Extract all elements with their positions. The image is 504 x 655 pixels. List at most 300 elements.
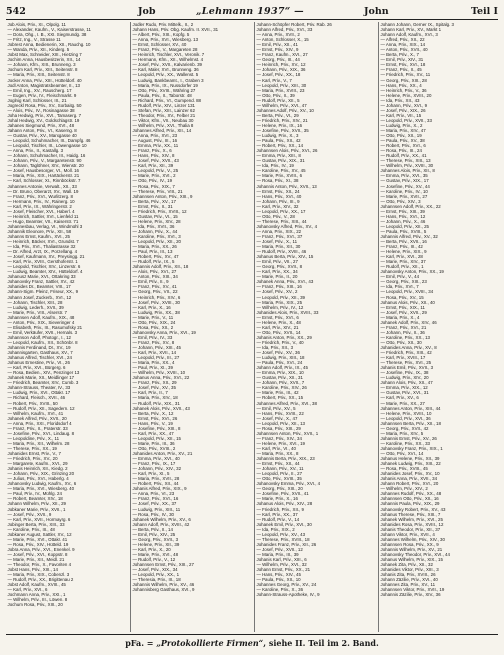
page-footer: pFa. = „Protokollierte Firmen“, siehe II. Teil im 2. Band. <box>125 638 379 648</box>
directory-entry: Johanek Emil, Priv., XVI., 30 <box>256 521 312 527</box>
directory-entry: Johannsen Ernst, Priv., XIII., 27 <box>132 562 194 568</box>
directory-entry: — Rosa, Priv., XV., 15 <box>380 294 424 300</box>
directory-entry: — Heinrich, Priv., XIV., 6 <box>132 294 181 300</box>
part-label: Teil I <box>471 6 498 17</box>
directory-entry: — Franz, Kaufm., XVI., 27 <box>256 52 308 58</box>
directory-entry: — Wilhelm, Priv., XIV., 2 <box>380 486 428 492</box>
directory-entry: — Friedrich, Priv., XV., 20 <box>7 456 58 462</box>
directory-entry: — Marie, Priv., XX., 27 <box>380 400 425 406</box>
directory-entry: — Ludwig, Bankbeamt., I., Graben 3 <box>132 77 204 83</box>
directory-entry: — Leopold, Priv., XII., 13 <box>256 420 305 426</box>
directory-entry: — Friedrich, Priv., XIV., 21 <box>256 117 308 123</box>
directory-entry: Johanek Adolf, Priv., XIV., 46 <box>380 319 437 325</box>
directory-entry: — Heinrich, Sattler, XVI., Lienfeld 11 <box>7 213 79 219</box>
directory-entry: Johanovsky Robert, Priv., XV., 43 <box>380 506 446 512</box>
directory-entry: Johanovsky Anna, Priv., XVI., 19 <box>132 329 196 335</box>
directory-entry: — Ernst, Priv., II., 31 <box>132 203 173 209</box>
directory-entry: Johannsen Otto, Priv., XII., 16 <box>380 496 439 502</box>
directory-entry: — Anna, Priv., XIX., 22 <box>256 228 302 234</box>
directory-entry: — Rosa, Priv., III., 24 <box>380 148 422 154</box>
directory-entry: — Otto, Priv., XII., 19 <box>380 133 422 139</box>
directory-entry: Johanek Alois, Priv., XVII., 43 <box>132 405 190 411</box>
column-4 <box>378 22 499 632</box>
directory-entry: — Rudolf, Priv., V., 14 <box>256 516 300 522</box>
directory-entry: Johannsen Berta, Priv., XII., 18 <box>380 420 441 426</box>
directory-entry: Johanovsky Theodor, Priv., XVI., 44 <box>380 551 450 557</box>
directory-entry: — Rosa, Priv., IV., 30 <box>132 511 174 517</box>
directory-entry: Johannes Alfred, Priv., XII., 14 <box>132 127 192 133</box>
directory-entry: Johanus Alois, Priv., XII., 40 <box>380 299 435 305</box>
directory-entry: — Leopold, Priv., XX., 1 <box>132 572 180 578</box>
page-number: 542 <box>6 6 26 17</box>
directory-entry: — Gustav, Priv., XIX., 31 <box>256 158 305 164</box>
directory-entry: Johanns Ernst, Kaufm., XVI., 25 <box>7 233 70 239</box>
directory-entry: — Wilhelm, Priv., XVIII., 30 <box>380 163 434 169</box>
directory-entry: — Heinrich, Priv., V., 36 <box>380 87 427 93</box>
directory-entry: Johanus Ernestine, Priv., VI., 26 <box>7 360 70 366</box>
directory-entry: — Franz, Priv., IX., 17 <box>132 461 176 467</box>
directory-entry: Jahanes Siegmund, Priv., XVI., 48 <box>7 122 75 128</box>
directory-entry: — Emil, Priv., XII., 41 <box>256 42 298 48</box>
directory-entry: — Helene, Priv., XVI., 19 <box>256 440 305 446</box>
directory-entry: — Ludwig, Beamter, XIV., Hütteldorf. 4 <box>7 269 83 275</box>
directory-entry: — Maria, Priv., IX., Nussdorfer 19 <box>132 82 198 88</box>
directory-entry: — Leopold, Schuhmacher, III., Dampfg. 46 <box>7 138 91 144</box>
directory-entry: — Rudolf, Priv., XII., Sagedern. 12 <box>7 405 75 411</box>
directory-entry: — Hans, Priv., XVIII., 22 <box>256 410 304 416</box>
directory-entry: — Gustav, Priv., XV., Marxgasse 40 <box>7 133 77 139</box>
directory-entry: — Otto, Priv., XII., 30 <box>380 339 422 345</box>
directory-entry: — Berta, Priv., II., 14 <box>132 526 173 532</box>
directory-entry: — Karl, Priv., V., 7 <box>256 77 292 83</box>
directory-entry: — Josef, Priv., XVII., 9 <box>7 511 52 517</box>
directory-entry: — Marie, Priv., X., 16 <box>256 496 298 502</box>
directory-entry: — Hans, Priv., XVI., 12 <box>380 213 426 219</box>
directory-entry: — Robert, Beamter, XIV., 18 <box>7 496 63 502</box>
directory-entry: Johannes Rudolf, Priv., XX., 48 <box>380 491 442 497</box>
directory-entry: — Karoline, Priv., XIV., 26 <box>256 385 307 391</box>
directory-entry: Johanus Therese, Priv., XIII., 7 <box>380 511 441 517</box>
directory-entry: — Heinrich, Bäcker, XVI., Grundst. 7 <box>7 239 79 245</box>
directory-entry: — Josef, Priv., XV., 2 <box>256 289 298 295</box>
directory-entry: Johanovsky Franz, Sattler, XV., 42 <box>7 279 75 285</box>
directory-entry: — Ernst, Priv., XVI., 26 <box>132 415 178 421</box>
directory-entry: — Karl, Priv., X., 16 <box>132 304 171 310</box>
directory-entry: — Anna, Priv., XVI., Wiesberg. 13 <box>132 37 199 43</box>
directory-entry: — Elisabeth, Priv., III., Rasumofsky 21 <box>7 324 83 330</box>
directory-entry: Johanides Anna, Priv., XV., 8 <box>380 345 437 350</box>
directory-entry: — Johann, Priv., XIII., 45 <box>132 345 181 350</box>
directory-entry: — Heinrich, Tischler, XVI., Veronik. 7 <box>132 52 205 58</box>
directory-entry: — Johann, Priv., XIX., 36 <box>256 67 306 73</box>
directory-entry: Joha Hedwig, Priv., XVI., Tamaserg. 7 <box>7 112 82 118</box>
directory-entry: Johann-Sigm. Pleinz, Friseur, XX., 9 <box>7 289 79 295</box>
directory-entry: — Wilhelm, Priv., XVIII., 10 <box>132 370 186 376</box>
directory-entry: — Otto, Priv., IV., 19 <box>132 178 173 184</box>
directory-entry: — Rudolf, Priv., XII., 5 <box>256 97 300 103</box>
directory-entry: — Gustav, Priv., XIX., 17 <box>380 178 429 184</box>
directory-entry: — Marie, Priv., XIV., 37 <box>380 259 426 265</box>
directory-entry: — Rudolf, Priv., XX., Brigittenau 2 <box>7 577 74 583</box>
directory-entry: Jogreckl Rosa, Priv., XV., Sorbaitg. 50 <box>7 102 82 108</box>
directory-entry: — Rosa, Bedien., XIV., Penzinger 13 <box>7 370 80 376</box>
directory-entry: — Josef, Priv., XVII., Kalvarienb. 39 <box>132 62 202 68</box>
directory-entry: — Josefine, Priv., XVI., Lindaug. 8 <box>7 430 75 436</box>
directory-entry: — Hermann, Kfm., XII., Wilhelmst. 4 <box>132 57 204 63</box>
directory-entry: — Hans, Priv., XVI., 40 <box>256 193 302 199</box>
directory-entry: — Johann, Taglöhner, XIV., Wienstr. 20 <box>7 163 84 169</box>
directory-entry: — Josef, Priv., XX., 37 <box>132 501 177 507</box>
directory-entry: — Emma, Priv., XX., 11 <box>132 143 179 149</box>
directory-entry: — Paul, Priv., III., 13 <box>132 249 173 255</box>
directory-entry: Johannes Zita, Priv., XV., 11 <box>380 582 436 588</box>
column-1 <box>6 22 126 632</box>
directory-entry: Jobst Adolf, Kaufm., XVIII., 45 <box>7 582 66 588</box>
directory-entry: — Franz, Priv., II., Praterstr. 33 <box>7 425 68 431</box>
running-title: „Lehmann 1937“ — <box>196 6 304 17</box>
directory-entry: — Emma, Priv., XVI., 35 <box>380 173 428 179</box>
directory-entry: — Josef, Kaufmann, XV., Preysingg. 21 <box>7 254 85 260</box>
directory-entry: — Johann, Kfm., XIII., Brunneng. 3 <box>7 62 76 68</box>
directory-entry: — Josef, Priv., XVI., Koppstr. 8 <box>7 551 68 557</box>
directory-entry: — Anna, Priv., XIX., 14 <box>380 42 426 48</box>
directory-entry: Johanides Ernst, Priv., V., 7 <box>7 450 61 456</box>
directory-entry: — Ludwig, Priv., XIII., 18 <box>256 355 305 361</box>
directory-entry: — Franz, Priv., XVI., 37 <box>256 233 303 239</box>
directory-entry: — Leopold, Priv., V., 25 <box>132 168 179 174</box>
directory-entry: Johannis Ferdinand, Dr., XV., 19 <box>7 345 71 350</box>
directory-entry: Johannis Anton, Priv., XVII., 13 <box>256 183 317 189</box>
directory-entry: Johannik Eleonore, Priv., XII., 58 <box>7 228 72 234</box>
directory-entry: — Wilhelm, Priv., XVI., Thalia 8 <box>132 122 194 128</box>
directory-entry: — Franz, Priv., V., Margareten 28 <box>132 47 198 53</box>
directory-entry: — Karl, Priv., X., 20 <box>132 546 171 552</box>
directory-entry: — Karl, Priv., XX., 34 <box>256 269 298 275</box>
directory-entry: — Paul, Priv., XI., 39 <box>132 365 173 371</box>
directory-entry: — Georg, Priv., XVII., 8 <box>256 264 303 270</box>
directory-entry: — Marie, Priv., XVII., 27 <box>380 193 428 199</box>
directory-entry: — Anna, Priv., XXI., Floridsdorf 4 <box>7 420 72 426</box>
directory-entry: Johann Johann, Gerner IX., Spitalg. 3 <box>380 22 454 27</box>
directory-entry: — Josef, Priv., XVII., 43 <box>132 158 179 164</box>
directory-entry: — Paula, Priv., II., Taborstr. 48 <box>132 92 192 98</box>
directory-entry: Johann Ernst, Priv., XX., 21 <box>256 567 311 573</box>
directory-entry: — Therese, Priv., VIII., 21 <box>132 188 183 194</box>
directory-entry: — Karoline, Priv., III., 48 <box>7 526 55 532</box>
directory-entry: Jahann Anton, Priv., VI., Kaserng. 8 <box>7 127 77 133</box>
directory-entry: — Theodor, Priv., X., Favoriten 4 <box>7 562 72 568</box>
directory-entry: — Berta, Priv., X., 12 <box>132 410 174 416</box>
directory-entry: — Otto, Priv., XVIII., 2 <box>132 445 176 451</box>
directory-entry: — Karl, Priv., XII., 39 <box>132 163 174 169</box>
directory-entry: — Friedrich, Priv., XV., 11 <box>380 72 431 78</box>
directory-entry: — Rosa, Priv., XVIII., 45 <box>380 466 428 472</box>
directory-entry: — Leopold, Tischler, XIV., Linzerstr. 6 <box>7 264 81 270</box>
directory-entry: — Helene, Priv., X., 48 <box>256 319 301 325</box>
directory-entry: — Anton, Priv., XIX., Sieveringer 4 <box>7 319 75 325</box>
directory-entry: — Marie, Priv., XVI., 48 <box>132 551 179 557</box>
directory-entry: — Karl, Schlosser, XI., Rinnböckstr. 7 <box>7 178 81 184</box>
directory-entry: — Therese, Priv., XVIII., 18 <box>256 536 310 542</box>
directory-entry: Johannes Adolf, Priv., XV., 10 <box>256 107 314 113</box>
directory-entry: Johanus Berta, Priv., XIV., 15 <box>256 254 314 260</box>
directory-entry: Johannisberg Gasthaus, XVI., 9 <box>132 587 195 593</box>
directory-entry: — Ida, Priv., IV., 19 <box>256 163 294 169</box>
directory-entry: Johanek Wilhelm, Priv., XV., 6 <box>132 516 191 522</box>
directory-entry: — Franz, Priv., XVI., 16 <box>132 496 179 502</box>
directory-entry: — Emma, Priv., XIII., 8 <box>256 153 301 159</box>
directory-entry: — Otto, Priv., V., 28 <box>256 213 295 219</box>
directory-entry: — Josef, Priv., XVII., 29 <box>380 309 427 315</box>
directory-entry: Job Alois, Priv., XI., Olpolg. 11 <box>7 22 66 27</box>
directory-entry: — Stefan, Priv., XIII., Lainzer 62 <box>132 107 195 113</box>
directory-entry: Johann-Strauss, Theater, IV., 33 <box>7 385 71 391</box>
directory-entry: Johanis Zita, Priv., XVIII., 26 <box>380 572 436 578</box>
directory-entry: — Marie, Priv., XII., Meidl. 21 <box>7 556 65 562</box>
directory-entry: Johannsen Anton, Priv., XIII., 9 <box>132 193 193 199</box>
directory-entry: — Anton, Priv., XIII., 34 <box>132 274 178 280</box>
directory-entry: — Wilhelm, Priv., XVI., 32 <box>256 562 307 568</box>
directory-entry: Johannis Wilhelm, Priv., XV., 21 <box>380 546 443 552</box>
directory-entry: Johann Adolf, Priv., IX., 45 <box>256 365 308 371</box>
directory-entry: — Emma, Priv., XIX., 12 <box>380 385 428 391</box>
directory-entry: Johannsen Rosa, Priv., XX., 9 <box>380 541 439 547</box>
directory-entry: — Therese, Priv., XIII., 44 <box>256 218 307 224</box>
directory-entry: — Alois, Priv., XVI., 27 <box>132 269 177 275</box>
directory-entry: Johanus Wilhelm, Priv., XIX., 15 <box>380 556 443 562</box>
directory-entry: — Emil, Priv., XIV., 25 <box>132 531 176 537</box>
directory-entry: — Karl, Priv., XV., 6 <box>380 395 419 401</box>
directory-entry: — Maria, Priv., X., 4 <box>380 314 420 320</box>
directory-entry: — Gustav, Priv., XII., 31 <box>256 375 303 381</box>
directory-entry: — Maria, Priv., XVI., Wiesberg. 40 <box>7 486 75 492</box>
directory-entry: — Rosa, Priv., XIV., Hütteld. 19 <box>7 541 69 547</box>
directory-entry: — Robert, Priv., XX., 14 <box>256 143 304 149</box>
directory-entry: — Therese, Priv., XX., 19 <box>7 445 57 451</box>
directory-entry: — Rudolf, Priv., XIX., 31 <box>132 400 180 406</box>
directory-entry: — Emma, Priv., XVI., 40 <box>132 456 180 462</box>
directory-entry: Joglnig Karl, Schlosser, III., 21 <box>7 97 67 103</box>
directory-entry: Johanek Alfred, Priv., XVII., 20 <box>7 415 67 421</box>
directory-entry: — Wilhelm, Priv., XVI., 47 <box>256 102 307 108</box>
directory-entry: — Rosa, Priv., XII., 2 <box>132 324 174 330</box>
directory-entry: — Johann, Priv., III., 9 <box>256 198 300 204</box>
directory-entry: Johann Robert, Priv., XVI., 20 <box>380 481 439 487</box>
directory-entry: — Leopold, Priv., XVI., 36 <box>380 415 431 421</box>
directory-entry: — Ida, Priv., XVI., Thaliastrasse 32 <box>7 244 76 250</box>
footer-label: „Protokollierte Firmen“ <box>156 638 264 648</box>
directory-entry: — Theodor, Priv., XV., Felber 21 <box>132 112 196 118</box>
footer-prefix: pFa. = <box>125 638 154 648</box>
directory-entry: — Ernst, Priv., XIII., 39 <box>380 208 425 214</box>
directory-entry: — Richard, Priv., VI., Gumpend. 88 <box>132 97 201 103</box>
directory-entry: Jodl Anton, Magistratsbeamter, II., 13 <box>7 82 80 88</box>
directory-entry: — Heinrich, Priv., XV., 12 <box>256 62 306 68</box>
directory-entry: — Leopoldine, Priv., X., 11 <box>7 435 60 441</box>
directory-entry: — Franz, Priv., XII., 29 <box>132 380 177 386</box>
directory-entry: — Rosa, Priv., XIX., 7 <box>132 183 175 189</box>
directory-entry: — Leopold, Kaufm., XII., Schönbr. 8 <box>7 339 78 345</box>
directory-entry: Johanides Rosa, Priv., XVIII., 12 <box>380 521 444 527</box>
directory-entry: Jochum Karl, Priv., XIII., Seitenstr. 8 <box>7 67 78 73</box>
directory-entry: — Georg, Priv., VII., 22 <box>132 289 178 295</box>
directory-entry: — Julius, Priv., XVI., Haberlg. 4 <box>7 476 69 482</box>
directory-entry: Johannsen Alois, Priv., XVI., 26 <box>256 148 318 154</box>
directory-entry: — Ernst, Priv., XII., 44 <box>256 461 300 467</box>
directory-entry: — Marie, Priv., III., 36 <box>132 440 175 446</box>
directory-entry: — Otto, Priv., XIX., 24 <box>132 319 176 325</box>
directory-entry: Jodler Rudo, Priv. Mittelk., II., 2 <box>132 22 194 27</box>
directory-entry: — Johann, Tischler, XIII., 28 <box>7 299 63 305</box>
directory-entry: — Karl, Priv., XVI., 6 <box>7 587 48 593</box>
directory-entry: Johanovsky Ludwig, Kaufm., XV., 6 <box>7 481 77 487</box>
directory-entry: — Josef, Priv., XX., 18 <box>256 72 301 78</box>
directory-entry: — Johann, Schuhmacher, III., Haidg. 16 <box>7 153 86 159</box>
directory-entry: — Leopold, Priv., XVIII., 34 <box>380 289 434 295</box>
directory-entry: — Karoline, Priv., X., 36 <box>256 587 304 593</box>
directory-entry: — Rosa, Priv., XIII., 29 <box>256 425 301 431</box>
directory-entry: Johanovsky Anton, Priv., XX., 19 <box>380 269 444 275</box>
directory-entry: — Leopold, Priv., XII., 39 <box>256 294 305 300</box>
directory-entry: — Helene, Priv., XIX., 9 <box>380 249 427 255</box>
directory-entry: — Karl, Priv., XVIII., Gersthoferstr. 1 <box>7 259 78 265</box>
header-rule <box>6 19 498 20</box>
directory-entry: — Paula, Priv., XV., 38 <box>380 138 425 144</box>
directory-entry: — Karoline, Priv., XV., 45 <box>256 168 306 174</box>
directory-entry: — Viktor, Kfm., VII., Neubau 30 <box>132 117 194 123</box>
directory-entry: — Anna, Priv., II., Kastallg. 3 <box>7 148 64 154</box>
directory-entry: — Leopold, Priv., XII., 25 <box>380 223 429 229</box>
directory-entry: — Maria, Priv., XX., 4 <box>132 360 175 366</box>
directory-entry: — Marie, Priv., XVIII., 6 <box>256 173 303 179</box>
header-right-keyword: John <box>364 6 389 17</box>
directory-entry: Johannes Alois, Priv., XII., 8 <box>380 168 435 174</box>
directory-entry: — Rudolf, Priv., IX., 5 <box>132 259 175 265</box>
directory-entry: Johanovsky Alfred, Priv., XV., 4 <box>256 223 318 229</box>
directory-entry: — Josef, Priv., X., 11 <box>256 239 298 245</box>
directory-entry: — Hermann, Priv., IV., Rainerg. 10 <box>7 198 75 204</box>
directory-entry: Johannis Zäzilie, Priv., XIV., 36 <box>380 592 441 598</box>
directory-entry: Johanis Alfred, Priv., XIX., 9 <box>132 486 187 492</box>
directory-entry: — Leopold, Priv., XIII., 30 <box>256 82 307 88</box>
directory-entry: — Maria, Priv., XX., 26 <box>132 244 177 250</box>
directory-entry: — Berta, Priv., XV., 17 <box>132 198 176 204</box>
directory-entry: — Maria, Priv., XX., 8 <box>256 450 299 456</box>
directory-entry: — Theresia, Priv., III., 18 <box>132 577 181 583</box>
directory-entry: — Franz, Priv., XV., 41 <box>132 284 177 290</box>
directory-entry: — Dora, Ohg., I. B., XXI. Siegmundg. 38 <box>7 32 87 38</box>
directory-entry: — Franz, Priv., X., 6 <box>132 148 172 154</box>
directory-entry: — Anna, Priv., VI., 23 <box>132 491 175 497</box>
directory-entry: Jobkaner August, Sattler, XV., 12 <box>7 531 72 537</box>
directory-entry: — Josef, Priv., XVIII., 30 <box>132 299 180 305</box>
directory-entry: — Marie, Priv., VIII., Alserstr. 7 <box>7 309 67 315</box>
directory-entry: — Josef, Priv., XVII., 12 <box>256 546 303 552</box>
directory-entry: Johannson Adolf, Photogr., I., 12 <box>7 334 71 340</box>
directory-entry: Johannesbau, Verlag, VI., Windmühl 3 <box>7 223 83 229</box>
directory-entry: — Josef, Priv., XIX., 34 <box>132 567 178 573</box>
directory-entry: — Ida, Priv., XII., 3 <box>256 345 294 350</box>
directory-entry: — Robert, Priv., XII., 44 <box>132 481 179 487</box>
directory-entry: Jochum Rosa, Priv., XIII., 20 <box>7 602 63 608</box>
directory-entry: Johal Hedwig, XV., Goldschlagstr. 19 <box>7 117 80 123</box>
directory-entry: — Leopold, Tischler, III., Löwengasse 10 <box>7 143 87 149</box>
directory-entry: Johannes Georg, Priv., XV., 24 <box>256 582 317 588</box>
directory-entry: — Anton, Schlosser, X., 15 <box>256 37 309 43</box>
directory-entry: — Paul, Priv., IV., Mühlg. 24 <box>7 491 62 497</box>
directory-entry: — Helene, Priv., XIV., 28 <box>132 218 181 224</box>
directory-entry: — Emil, Priv., XIV., 31 <box>380 57 424 63</box>
directory-entry: — Friedrich, Priv., V., 40 <box>256 339 304 345</box>
directory-entry: Johann Adolf, Priv., XVIII., 42 <box>132 521 190 527</box>
column-3 <box>254 22 375 632</box>
directory-entry: Johannsen Anton, Priv., XVII., 1 <box>256 430 319 436</box>
directory-entry: — Karl, Priv., XIV., 21 <box>256 324 299 330</box>
directory-entry: — Alexander, Kaufm., V., Kaiserstrasse, 11 <box>7 27 91 33</box>
directory-entry: — Josef, Priv., XV., 35 <box>132 385 176 391</box>
directory-entry: — Gustav, Priv., XVI., 31 <box>380 390 429 396</box>
directory-entry: — Emma, Priv., XIX., 10 <box>256 370 304 376</box>
directory-entry: Johann Adolf, Kaufm., XVI., 3 <box>380 32 438 38</box>
directory-entry: Johannis Adolf, Priv., XII., 18 <box>132 264 189 270</box>
directory-entry: Johann-Strauss-Apotheke, IV., 9 <box>256 592 320 598</box>
directory-entry: Johanovsky Franz, Priv., XIX., 1 <box>380 445 443 451</box>
directory-entry: Johannis Ernst, Priv., XV., 26 <box>380 435 437 441</box>
directory-entry: Johanis Anton, Priv., XX., 29 <box>256 334 312 340</box>
directory-entry: — Johann, Priv., XVII., 7 <box>256 380 305 386</box>
directory-entry: — Josefine, Priv., XVII., 41 <box>256 491 309 497</box>
directory-entry: — Franz, Priv., XIII., 16 <box>256 284 302 290</box>
directory-entry: — August, Priv., III., 16 <box>132 138 178 144</box>
directory-entry: — Franz, Priv., II., 45 <box>380 67 422 73</box>
directory-entry: Johanis Anna, Priv., XVII., 34 <box>380 476 438 482</box>
directory-entry: — Ernst, Priv., XIV., 9 <box>256 47 299 53</box>
directory-entry: — Rudolf, Priv., V., 12 <box>132 556 176 562</box>
directory-entry: — Josef, Hausbesorger, VI., Moll. 16 <box>7 168 80 174</box>
entry-columns <box>6 22 498 632</box>
directory-entry: Johanis Karl, Priv., XIII., 6 <box>256 556 307 562</box>
directory-entry: — Leopold, Priv., II., 27 <box>256 471 303 477</box>
directory-entry: Johanis Heinrich, XII., Kiedg. 2 <box>7 466 68 472</box>
directory-entry: — Ludwig, Priv., XX., 38 <box>132 309 180 315</box>
directory-entry: — Karoline, Priv., XX., 33 <box>380 440 430 446</box>
directory-entry: — Karl, Priv., XVII., Hormayrg. 6 <box>7 516 71 522</box>
directory-entry: — Ludwig, Priv., X., 2 <box>380 122 423 128</box>
directory-entry: — Hans, Priv., XX., 4 <box>380 82 422 88</box>
directory-entry: — Josef, Priv., XIX., 26 <box>380 107 426 113</box>
directory-entry: Johannsen Adolf, Kaufm., XIX., 48 <box>7 314 75 320</box>
directory-entry: — Karl, Priv., XX., 37 <box>256 511 298 517</box>
directory-entry: — Anna, Priv., XVI., 23 <box>132 133 178 139</box>
directory-entry: — Josefine, Priv., XV., 44 <box>380 183 430 189</box>
directory-entry: — Otto, Priv., XVI., 14 <box>380 450 424 456</box>
directory-entry: — Rudolf, Priv., XII., 1 <box>380 264 424 270</box>
directory-entry: Johanides Dr., Beamter, VIII., 17 <box>7 284 71 290</box>
directory-entry: — Leopold, Priv., XII., 15 <box>132 435 181 441</box>
directory-entry: — Emil, Verkäufer, XVII., Hernals. 3 <box>7 329 78 335</box>
directory-entry: — Ernst, Priv., XIX., 11 <box>380 304 425 310</box>
directory-entry: — Johann, Priv., V., Margaretenstr. 90 <box>7 158 82 164</box>
directory-entry: — Maria, Priv., XIII., Seitenstr. 8 <box>7 72 70 78</box>
directory-entry: — Dr. Bruno, Oberarzt, XV., Wall. 19 <box>7 188 79 194</box>
directory-entry: Johannis Paula, Priv., XIX., 29 <box>380 501 440 507</box>
directory-entry: — Berta, Priv., XVII., 16 <box>380 239 427 245</box>
directory-entry: — Josefine, Priv., XVII., 35 <box>256 127 309 133</box>
directory-entry: — Leopold, Priv., XV., 43 <box>256 531 306 537</box>
directory-entry: — Otto, Priv., II., 39 <box>256 92 295 98</box>
directory-entry: — Friedrich, Priv., XIII., 42 <box>380 350 432 356</box>
directory-entry: Johannis Berta, Priv., XIX., 23 <box>256 456 315 462</box>
